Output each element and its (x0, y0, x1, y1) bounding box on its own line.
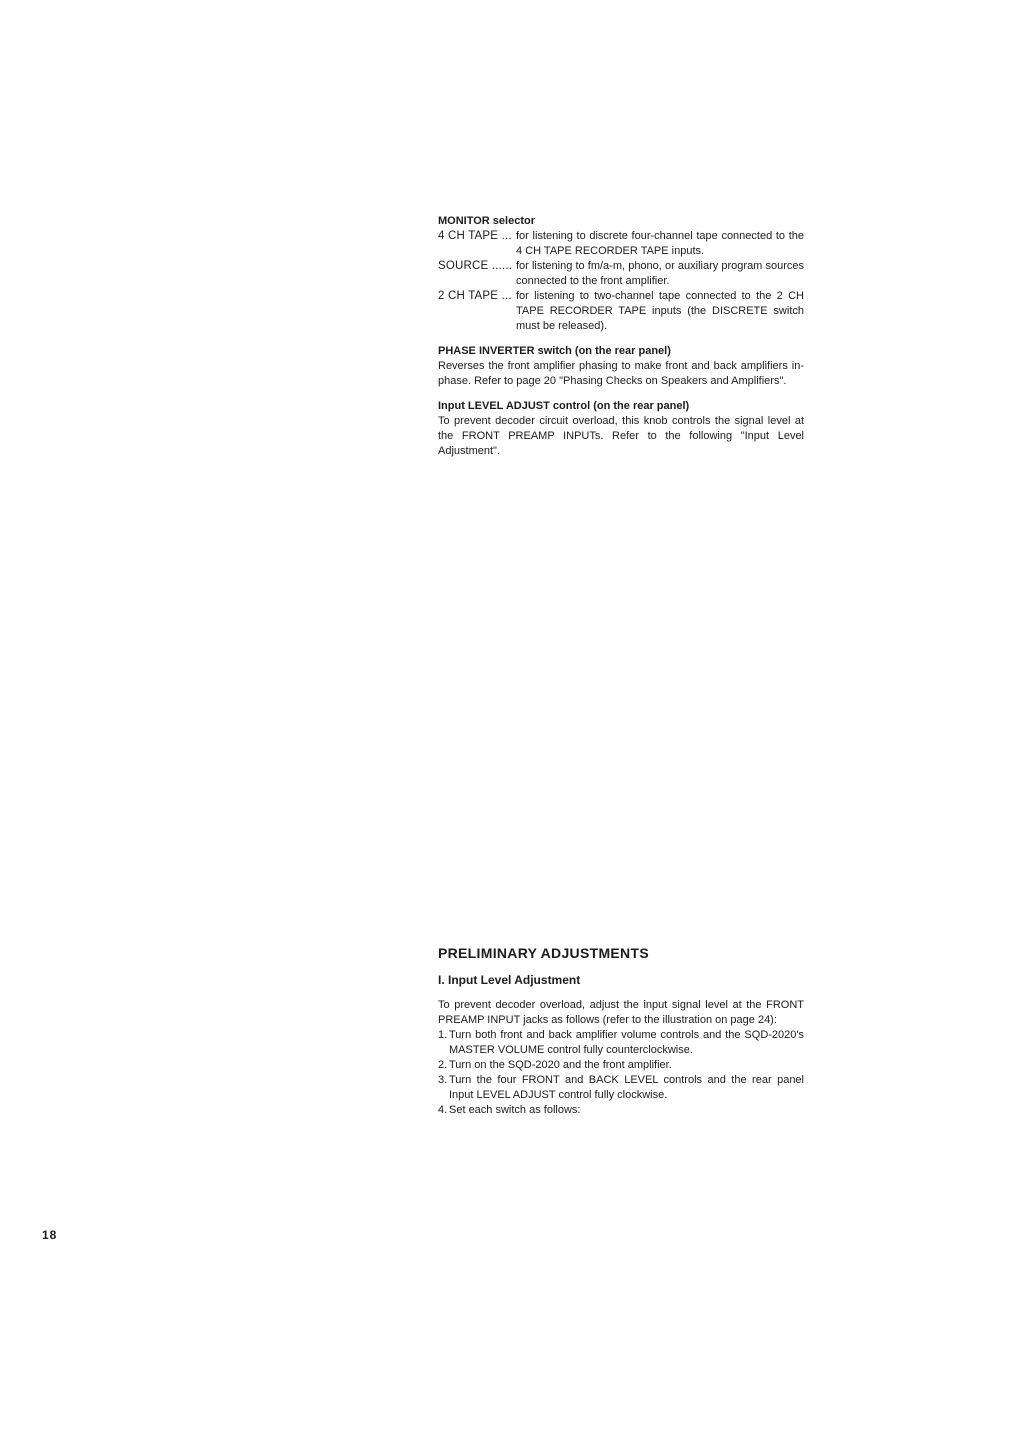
step-text: Turn the four FRONT and BACK LEVEL controls and the rear panel Input LEVEL ADJUST control fully clockwise. (449, 1074, 804, 1101)
preliminary-adjustments-column (438, 944, 804, 1118)
step-number: 1. (438, 1029, 448, 1041)
list-item (438, 1058, 804, 1073)
adjustment-steps-list (438, 1028, 804, 1118)
phase-inverter-heading: PHASE INVERTER switch (on the rear panel) (438, 345, 671, 357)
monitor-option-description: for listening to discrete four-channel tape connected to the 4 CH TAPE RECORDER TAPE inputs. (516, 230, 804, 257)
monitor-option-description: for listening to two-channel tape connected to the 2 CH TAPE RECORDER TAPE inputs (the DISCRETE switch must be released). (516, 290, 804, 332)
controls-description-column (438, 214, 804, 459)
monitor-option-source (438, 259, 804, 289)
list-item (438, 1103, 804, 1118)
input-level-adjustment-subheading: I. Input Level Adjustment (438, 973, 581, 987)
preliminary-intro-text: To prevent decoder overload, adjust the input signal level at the FRONT PREAMP INPUT jacks as follows (refer to the illustration on page 24): (438, 999, 804, 1026)
input-level-adjust-heading: Input LEVEL ADJUST control (on the rear panel) (438, 400, 690, 412)
input-level-adjust-text: To prevent decoder circuit overload, this knob controls the signal level at the FRONT PREAMP INPUTs. Refer to the following "Input Level Adjustment". (438, 415, 804, 457)
monitor-option-term: SOURCE ...... (438, 260, 513, 272)
step-text: Turn on the SQD-2020 and the front amplifier. (449, 1059, 672, 1071)
preliminary-adjustments-heading: PRELIMINARY ADJUSTMENTS (438, 945, 649, 961)
page-number: 18 (42, 1228, 58, 1242)
monitor-option-2ch-tape (438, 289, 804, 334)
step-number: 3. (438, 1074, 448, 1086)
list-item (438, 1073, 804, 1103)
monitor-option-4ch-tape (438, 229, 804, 259)
monitor-selector-heading: MONITOR selector (438, 215, 535, 227)
monitor-option-term: 4 CH TAPE ... (438, 230, 512, 242)
list-item (438, 1028, 804, 1058)
step-number: 4. (438, 1104, 448, 1116)
monitor-option-description: for listening to fm/a-m, phono, or auxiliary program sources connected to the front amplifier. (516, 260, 804, 287)
phase-inverter-text: Reverses the front amplifier phasing to make front and back amplifiers in-phase. Refer to page 20 "Phasing Checks on Speakers and Amplifiers". (438, 360, 804, 387)
step-text: Set each switch as follows: (449, 1104, 581, 1116)
step-number: 2. (438, 1059, 448, 1071)
monitor-option-term: 2 CH TAPE ... (438, 290, 512, 302)
step-text: Turn both front and back amplifier volume controls and the SQD-2020's MASTER VOLUME control fully counterclockwise. (449, 1029, 804, 1056)
